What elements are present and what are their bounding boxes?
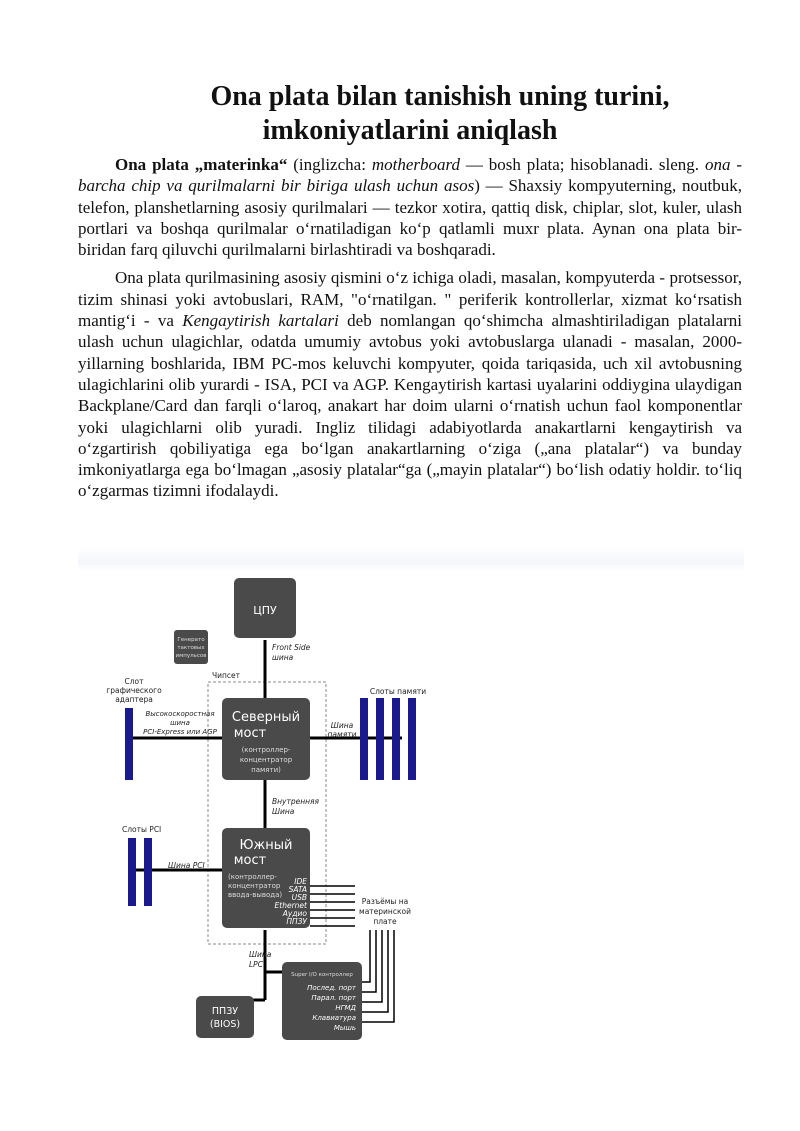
memory-slots-label: Слоты памяти: [369, 687, 427, 696]
memory-slot-3: [392, 698, 400, 780]
north-bridge-label-1: Северный: [231, 710, 301, 725]
south-port-audio: Аудио: [282, 909, 307, 918]
title-line-1: Ona plata bilan tanishish uning turini,: [210, 81, 670, 112]
super-io-port-mouse: Мышь: [333, 1024, 356, 1032]
board-connectors-label-3: плате: [373, 917, 397, 926]
north-bridge-label-2: мост: [233, 726, 267, 741]
cpu-label: ЦПУ: [253, 604, 277, 617]
super-io-port-parallel: Парал. порт: [311, 994, 356, 1002]
super-io-port-serial: Послед. порт: [307, 984, 356, 992]
north-bridge-sub-1: (контроллер-: [241, 746, 291, 754]
south-bridge-sub-3: ввода-вывода): [228, 891, 283, 899]
slang-definition: barcha chip va qurilmalarni bir biriga ulash uchun asos: [78, 176, 475, 196]
clock-generator-label-2: тактовых: [177, 645, 205, 651]
internal-bus-label-2: Шина: [272, 807, 295, 816]
lpc-bus-label-2: LPC: [249, 960, 263, 969]
bios-box: [196, 996, 254, 1038]
south-port-ethernet: Ethernet: [274, 901, 307, 910]
term-motherboard: motherboard: [371, 155, 460, 174]
south-bridge-label-1: Южный: [239, 838, 293, 853]
graphics-slot: [125, 708, 133, 780]
south-port-ide: IDE: [294, 877, 307, 886]
bios-label-2: (BIOS): [209, 1019, 241, 1030]
board-connectors-label-2: материнской: [359, 907, 411, 916]
high-speed-bus-label-2: шина: [170, 719, 190, 727]
south-port-sata: SATA: [288, 885, 307, 894]
memory-slot-4: [408, 698, 416, 780]
super-io-port-fdd: НГМД: [335, 1004, 356, 1012]
figure-background-band: [78, 548, 744, 572]
pci-bus-label: Шина PCI: [168, 861, 205, 870]
bus-lines: [128, 640, 402, 1000]
south-port-usb: USB: [291, 893, 307, 902]
title-line-2: imkoniyatlarini aniqlash: [262, 115, 558, 146]
pci-slot-2: [144, 838, 152, 906]
pci-slots-label: Слоты PCI: [122, 825, 162, 834]
text-run: deb nomlangan qo‘shimcha almashtiriladigan platalarni ulash uchun ulagichlar, odatda umumiy avtobus yoki avtobuslarga ulanadi - masalan, 2000-yillarning boshlarida, IBM PC-mos keluvchi kompyuter, qoida tariqasida, uch xil avtobusning ulagichlarini olib yurardi - ISA, PCI va AGP. Kengaytirish kartasi uyalarini oddiygina ulaydigan Backplane/Card dan farqli o‘laroq, anakart har doim ularni o‘rnatish uchun faol komponentlar yoki ulagichlarni olib yuradi. Ingliz tilidagi adabiyotlarda anakartlarni kengaytirish va o‘zgartirish qobiliyatiga ega bo‘lgan anakartlarning o‘ziga („ana platalar“) va bunday imkoniyatlarga ega bo‘lmagan „asosiy platalar“ga („mayin platalar“) bo‘lish odatiy holdir. to‘liq o‘zgarmas tizimni ifodalaydi.: [78, 311, 743, 501]
text-run: Ona plata qurilmasining asosiy qismini o‘z ichiga oladi, masalan, kompyuterda - protsessor, tizim shinasi yoki avtobuslari, RAM, "o‘rnatilgan. " periferik kontrollerlar, xizmat ko‘rsatish mantig‘i - va: [78, 268, 742, 331]
super-io-label: Super I/O контроллер: [291, 972, 353, 978]
clock-generator-label-1: Генерато: [177, 637, 205, 643]
graphics-slot-label-2: графического: [106, 686, 162, 695]
south-bridge-sub-2: концентратор: [228, 882, 281, 890]
high-speed-bus-label-3: PCI-Express или AGP: [143, 728, 217, 736]
body-text: [78, 154, 742, 509]
front-side-bus-label-2: шина: [272, 653, 294, 662]
pci-slot-1: [128, 838, 136, 906]
front-side-bus-label-1: Front Side: [272, 643, 311, 652]
paragraph-1: [78, 154, 742, 260]
text-run: ) — Shaxsiy kompyuterning, noutbuk, telefon, planshetlarning asosiy qurilmalari — tezkor xotira, qattiq disk, chiplar, slot, kuler, ulash portlari va boshqa qurilmalar o‘rnatiladigan ko‘p qatlamli muxr plata. Aynan ona plata bir-biridan farq qiluvchi qurilmalarni birlashtiradi va boshqaradi.: [78, 176, 742, 260]
term-expansion-cards: Kengaytirish kartalari: [182, 311, 339, 331]
slang-ona: ona: [704, 155, 731, 174]
graphics-slot-label-1: Слот: [124, 677, 144, 686]
memory-slot-1: [360, 698, 368, 780]
lpc-bus-label-1: Шина: [249, 950, 272, 959]
text-run: (inglizcha:: [287, 155, 372, 174]
graphics-slot-label-3: адаптера: [115, 695, 153, 704]
text-run: — bosh plata; hisoblanadi. sleng.: [459, 155, 705, 174]
bios-label-1: ППЗУ: [211, 1006, 239, 1017]
north-bridge-sub-3: памяти): [251, 766, 281, 774]
text-run: -: [730, 155, 742, 174]
memory-bus-label-1: Шина: [330, 721, 354, 730]
south-port-rom: ППЗУ: [286, 917, 307, 926]
south-bridge-label-2: мост: [233, 853, 267, 868]
term-ona-plata: Ona plata „materinka“: [115, 155, 288, 174]
memory-slot-2: [376, 698, 384, 780]
high-speed-bus-label-1: Высокоскоростная: [145, 710, 215, 718]
board-connectors-label-1: Разъёмы на: [361, 897, 409, 906]
super-io-port-keyboard: Клавиатура: [312, 1014, 356, 1022]
memory-bus-label-2: памяти: [327, 730, 357, 739]
page-title: [78, 80, 742, 148]
south-bridge-sub-1: (контроллер-: [228, 873, 277, 881]
chipset-label: Чипсет: [212, 671, 241, 680]
motherboard-block-diagram: [100, 570, 440, 1050]
north-bridge-sub-2: концентратор: [239, 756, 293, 764]
clock-generator-label-3: импульсов: [175, 653, 207, 659]
paragraph-2: [78, 267, 742, 501]
internal-bus-label-1: Внутренняя: [272, 797, 320, 806]
